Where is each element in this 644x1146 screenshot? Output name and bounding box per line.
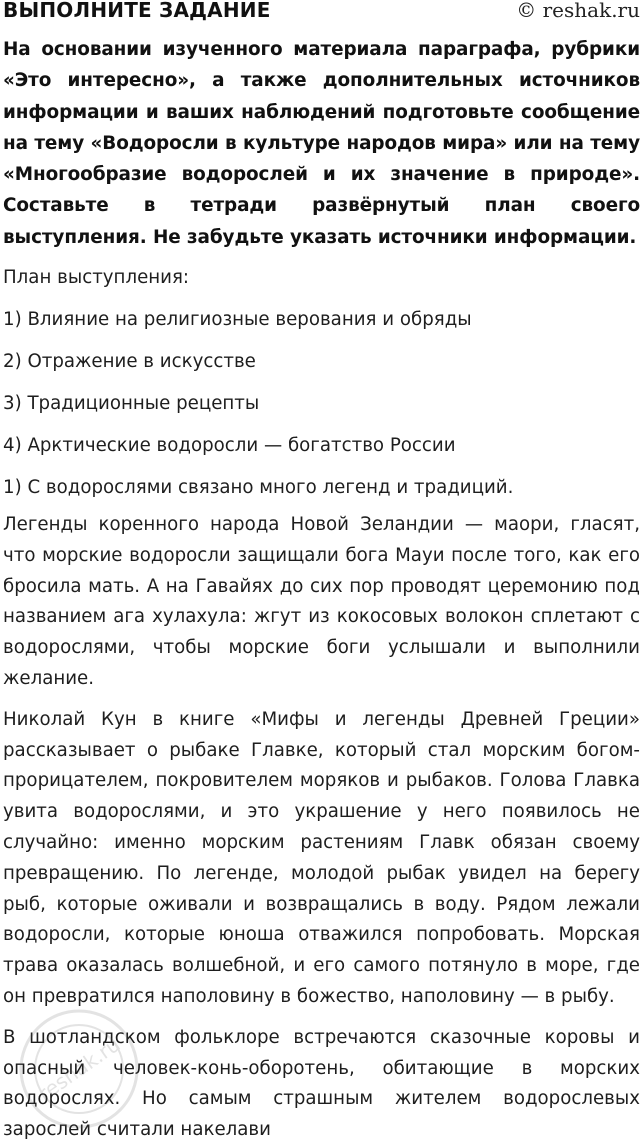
paragraph-scottish: В шотландском фольклоре встречаются сказочные коровы и опасный человек-конь-оборотень, обитающие в морских водорослях. Но самым страшным жителем водорослевых зарослей считали накелави: [3, 1026, 640, 1141]
header: [3, 0, 640, 24]
plan-heading: План выступления:: [3, 267, 190, 289]
plan-item-3: 3) Традиционные рецепты: [3, 393, 260, 415]
paragraph-glaucus: Николай Кун в книге «Мифы и легенды Древней Греции» рассказывает о рыбаке Главке, который стал морским богом-прорицателем, покровителем моряков и рыбаков. Голова Главка увита водорослями, и это украшение у него появилось не случайно: именно морским растениям Главк обязан своему превращению. По легенде, молодой рыбак увидел на берегу рыб, которые оживали и возвращались в воду. Рядом лежали водоросли, которые юноша отважился попробовать. Морская трава оказалась волшебной, и его самого потянуло в море, где он превратился наполовину в божество, наполовину — в рыбу.: [3, 708, 640, 1008]
paragraph-maori: Легенды коренного народа Новой Зеландии — маори, гласят, что морские водоросли защищали бога Мауи после того, как его бросила мать. А на Гавайях до сих пор проводят церемонию под названием ага хулахула: жгут из кокосовых волокон сплетают с водорослями, чтобы морские боги услышали и выполнили желание.: [3, 514, 640, 690]
copyright-brand: © reshak.ru: [516, 0, 640, 22]
section-title: ВЫПОЛНИТЕ ЗАДАНИЕ: [3, 0, 271, 22]
svg-text:reshak.ru: reshak.ru: [33, 1032, 125, 1106]
task-instructions: На основании изученного материала параграфа, рубрики «Это интересно», а также дополнительных источников информации и ваших наблюдений подготовьте сообщение на тему «Водоросли в культуре народов мира» или на тему «Многообразие водорослей и их значение в природе». Составьте в тетради развёрнутый план своего выступления. Не забудьте указать источники информации.: [3, 39, 640, 248]
plan-item-2: 2) Отражение в искусстве: [3, 351, 256, 373]
section-1-lead: 1) С водорослями связано много легенд и традиций.: [3, 477, 514, 499]
plan-item-1: 1) Влияние на религиозные верования и обряды: [3, 309, 472, 331]
plan-item-4: 4) Арктические водоросли — богатство России: [3, 435, 456, 457]
